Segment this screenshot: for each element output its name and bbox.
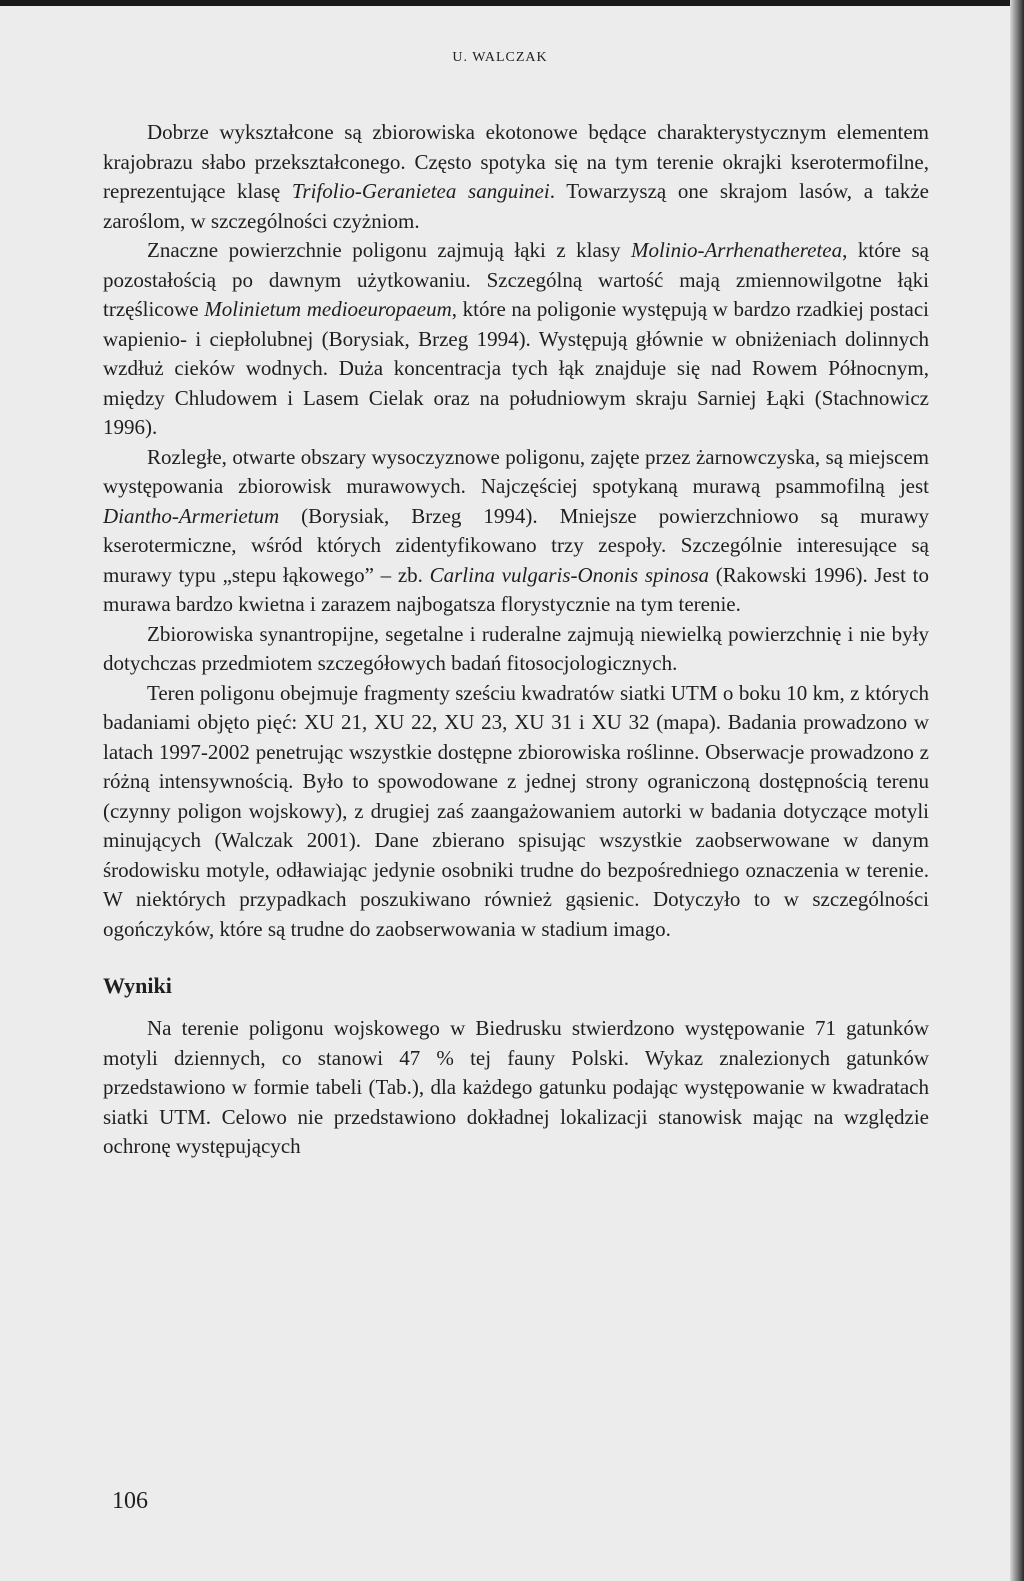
taxon-name: Molinio-Arrhenatheretea xyxy=(630,238,843,262)
page xyxy=(0,6,1010,1581)
text-run: (Rakowski 1996). Jest to murawa bardzo kwietna i zarazem najbogatsza florystycznie na tym terenie. xyxy=(103,562,929,616)
taxon-name: Carlina vulgaris-Ononis spinosa xyxy=(429,562,710,587)
scan-edge-right xyxy=(1010,0,1024,1581)
paragraph xyxy=(103,1014,929,1162)
text-run: Na terenie poligonu wojskowego w Biedrusku stwierdzono występowanie 71 gatunków motyli dziennych, co stanowi 47 % tej fauny Polski. Wykaz znalezionych gatunków przedstawiono w formie tabeli (Tab.), dla każdego gatunku podając występowanie w kwadratach siatki UTM. Celowo nie przedstawiono dokładnej lokalizacji stanowisk mając na względzie ochronę występujących xyxy=(103,1016,929,1158)
text-run: , które na poligonie występują w bardzo rzadkiej postaci wapienio- i ciepłolubnej (Borysiak, Brzeg 1994). Występują głównie w obniżeniach dolinnych wzdłuż cieków wodnych. Duża koncentracja tych łąk znajduje się nad Rowem Północnym, między Chludowem i Lasem Cielak oraz na południowym skraju Sarniej Łąki (Stachnowicz 1996). xyxy=(103,297,929,439)
page-number: 106 xyxy=(112,1488,148,1514)
text-run: (Borysiak, Brzeg 1994). Mniejsze powierzchniowo są murawy kserotermiczne, wśród których zidentyfikowano trzy zespoły. Szczególnie interesujące są murawy typu „stepu łąkowego” – zb. xyxy=(103,503,929,587)
text-run: Rozległe, otwarte obszary wysoczyznowe poligonu, zajęte przez żarnowczyska, są miejscem występowania zbiorowisk murawowych. Najczęściej spotykaną murawą psammofilną jest xyxy=(103,444,929,498)
taxon-name: Diantho-Armerietum xyxy=(103,503,280,528)
text-run: Zbiorowiska synantropijne, segetalne i ruderalne zajmują niewielką powierzchnię i nie były dotychczas przedmiotem szczegółowych badań fitosocjologicznych. xyxy=(103,621,929,675)
taxon-name: Trifolio-Geranietea sanguinei xyxy=(291,179,550,203)
text-run: . Towarzyszą one skrajom lasów, a także zaroślom, w szczególności czyżniom. xyxy=(103,179,929,233)
section-paragraphs xyxy=(103,1014,929,1162)
text-run: Dobrze wykształcone są zbiorowiska ekotonowe będące charakterystycznym elementem krajobrazu słabo przekształconego. Często spotyka się na tym terenie okrajki kserotermofilne, reprezentujące klasę xyxy=(103,120,929,203)
body-text xyxy=(103,118,929,1162)
text-run: Teren poligonu obejmuje fragmenty sześciu kwadratów siatki UTM o boku 10 km, z których badaniami objęto pięć: XU 21, XU 22, XU 23, XU 31 i XU 32 (mapa). Badania prowadzono w latach 1997-2002 penetrując wszystkie dostępne zbiorowiska roślinne. Obserwacje prowadzono z różną intensywnością. Było to spowodowane z jednej strony ograniczoną dostępnością terenu (czynny poligon wojskowy), z drugiej zaś zaangażowaniem autorki w badania dotyczące motyli minujących (Walczak 2001). Dane zbierano spisując wszystkie zaobserwowane w danym środowisku motyle, odławiając jedynie osobniki trudne do bezpośredniego oznaczenia w terenie. W niektórych przypadkach poszukiwano również gąsienic. Dotyczyło to w szczególności ogończyków, które są trudne do zaobserwowania w stadium imago. xyxy=(103,680,929,941)
paragraph xyxy=(103,118,929,236)
intro-paragraphs xyxy=(103,118,929,944)
taxon-name: Molinietum medioeuropaeum xyxy=(204,297,452,321)
text-run: , które są pozostałością po dawnym użytkowaniu. Szczególną wartość mają zmiennowilgotne łąki trzęślicowe xyxy=(103,238,929,321)
section-heading: Wyniki xyxy=(103,973,172,998)
paragraph xyxy=(103,236,929,443)
paragraph xyxy=(103,679,929,945)
paragraph xyxy=(103,620,929,679)
text-run: Znaczne powierzchnie poligonu zajmują łąki z klasy xyxy=(147,238,631,262)
running-head: U. WALCZAK xyxy=(452,50,548,65)
paragraph xyxy=(103,443,929,620)
